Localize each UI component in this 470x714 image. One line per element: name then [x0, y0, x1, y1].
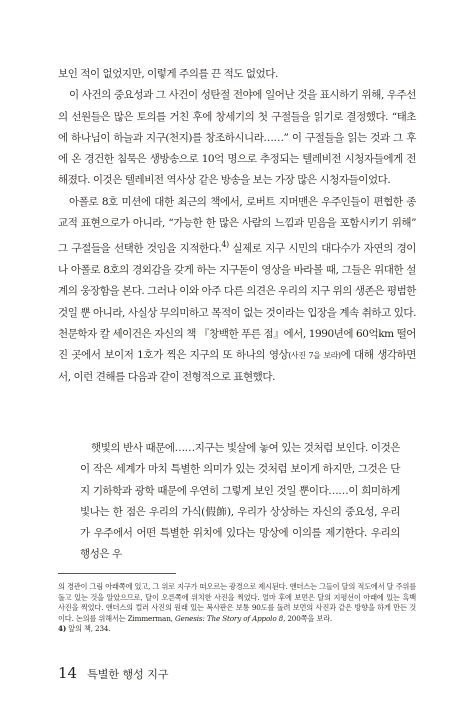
footnote-book-title: Genesis: The Story of Appolo 8 [174, 613, 284, 623]
page-number: 14 [58, 664, 78, 682]
quote-text: 햇빛의 반사 때문에……지구는 빛살에 놓여 있는 것처럼 보인다. 이것은 이 작은 세계가 마치 특별한 의미가 있는 것처럼 보이게 하지만, 그것은 단지 기하학과 광학 때문에 우연히 그렇게 보인 것일 뿐이다……이 희미하게 빛나는 한 점은 우리의 가식(假飾), 우리가 상상하는 자신의 중요성, 우리가 우주에서 어떤 특별한 위치에 있다는 망상에 이의를 제기한다. 우리의 행성은 우 [80, 442, 400, 561]
paragraph-3-part-1: 아폴로 8호 미션에 대한 최근의 책에서, 로버트 지머맨은 우주인들이 편협한 종교적 표현으로가 아니라, “가능한 한 많은 사람의 느낌과 믿음을 포함시키기 위해” 그 구절들을 선택한 것임을 지적한다. [58, 195, 416, 255]
paragraph-3-part-2: 실제로 지구 시민의 대다수가 자연의 경이나 아폴로 8호의 경외감을 갖게 하는 지구돋이 영상을 바라볼 때, 그들은 위대한 설계의 웅장함을 본다. 그러나 이와 아주 다른 의견은 우리의 지구 위의 생존은 평범한 것일 뿐 아니라, 사실상 무의미하고 목적이 없는 것이라는 입장을 계속 취하고 있다. 천문학자 칼 세이건은 자신의 책 『창백한 푸른 점』에서, 1990년에 60억km 떨어진 곳에서 보이저 1호가 찍은 지구의 또 하나의 영상 [58, 242, 416, 362]
footnote-continued [58, 582, 416, 624]
footnote-divider [58, 573, 176, 574]
paragraph-2: 이 사건의 중요성과 그 사건이 성탄절 전야에 일어난 것을 표시하기 위해, 우주선의 선원들은 많은 토의를 거친 후에 창세기의 첫 구절들을 읽기로 결정했다. “태초에 하나님이 하늘과 지구(천지)를 창조하시니라……” 이 구절들을 읽는 것과 그 후에 온 경건한 침묵은 생방송으로 10억 명으로 추정되는 텔레비전 시청자들에게 전해졌다. 이것은 텔레비전 역사상 같은 방송을 보는 가장 많은 시청자들이었다. [58, 89, 416, 187]
paragraph-1: 보인 적이 없었지만, 이렇게 주의를 끈 적도 없었다. [58, 68, 278, 80]
paragraph-3 [58, 192, 416, 388]
footnotes [58, 582, 416, 635]
running-title: 특별한 행성 지구 [87, 668, 169, 681]
photo-reference: (사진 7을 보라) [288, 351, 341, 361]
main-text [58, 64, 416, 388]
footnote-continued-text: 의 경관이 그림 아래쪽에 있고, 그 위로 지구가 떠오르는 광경으로 제시된다. 앤더스는 그들이 달의 적도에서 달 주위를 돌고 있는 것을 알았으므로, 달이 오른쪽에 위치한 사진을 찍었다. 얼마 후에 보먼은 달의 지평선이 아래에 있는 흑백 사진을 찍었다. 앤더스의 컬러 사진의 원래 있는 복사판은 보통 90도를 돌려 보먼의 사진과 같은 방향을 하게 만든 것이다. 논의를 위해서는 Zimmerman, [58, 582, 416, 623]
footnote-4-text: 앞의 책, 234. [66, 624, 111, 634]
page-footer [58, 664, 168, 682]
footnote-4 [58, 624, 416, 635]
footnote-ref-4[interactable]: 4) [221, 240, 229, 250]
footnote-4-number: 4) [58, 624, 67, 634]
block-quote [80, 438, 400, 566]
footnote-continued-tail: , 200쪽을 보라. [283, 613, 333, 623]
paragraph-3-part-3: 에 대해 생각하면서, 이런 견해를 다음과 같이 전형적으로 표현했다. [58, 349, 416, 383]
